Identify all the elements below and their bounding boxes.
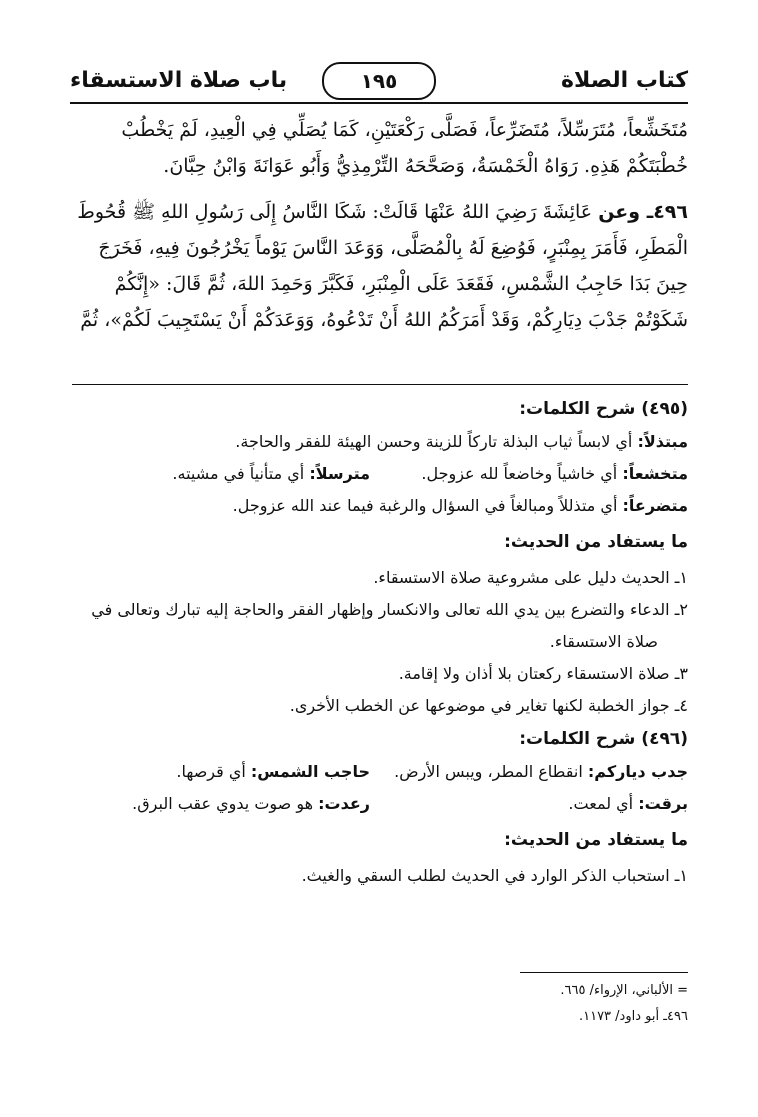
glossary-row	[70, 458, 688, 490]
glossary-entry	[388, 788, 688, 820]
glossary-definition: انقطاع المطر، ويبس الأرض.	[394, 762, 583, 781]
benefits-title-495: ما يستفاد من الحديث:	[504, 532, 688, 552]
footnote: = الألباني، الإرواء/ ٦٦٥.	[560, 983, 688, 998]
matn-line: خُطْبَتَكُمْ هَذِهِ. رَوَاهُ الْخَمْسَةُ، وَصَحَّحَهُ التِّرْمِذِيُّ وَأَبُو عَوَانَةَ وَابْنُ حِبَّانَ.	[163, 155, 688, 177]
matn-line: شَكَوْتُمْ جَدْبَ دِيَارِكُمْ، وَقَدْ أَمَرَكُمُ اللهُ أَنْ تَدْعُوهُ، وَوَعَدَكُمْ أَنْ يَسْتَجِيبَ لَكُمْ»، ثُمَّ	[80, 309, 688, 331]
hadith-paragraph	[70, 194, 688, 230]
glossary-definition: أي قرصها.	[176, 762, 246, 781]
matn-line: حِينَ بَدَا حَاجِبُ الشَّمْسِ، فَقَعَدَ عَلَى الْمِنْبَرِ، فَكَبَّرَ وَحَمِدَ اللهَ، ثُمَّ قَالَ: «إِنَّكُمْ	[114, 273, 688, 295]
glossary-definition: أي خاشياً وخاضعاً لله عزوجل.	[421, 464, 618, 483]
benefit-item: ٤ـ جواز الخطبة لكنها تغاير في موضوعها عن الخطب الأخرى.	[289, 696, 688, 715]
matn-line: مُتَخَشِّعاً، مُتَرَسِّلاً، مُتَضَرِّعاً، فَصَلَّى رَكْعَتَيْنِ، كَمَا يُصَلِّي فِي الْعِيدِ، لَمْ يَخْطُبْ	[121, 119, 688, 141]
benefit-item: ٢ـ الدعاء والتضرع بين يدي الله تعالى والانكسار وإظهار الفقر والحاجة إليه تبارك وتعالى في	[91, 600, 688, 619]
glossary-definition: أي متذللاً ومبالغاً في السؤال والرغبة فيما عند الله عزوجل.	[232, 496, 618, 515]
glossary-entry	[70, 490, 688, 522]
footnotes	[70, 978, 688, 1030]
glossary-term: رعدت:	[318, 794, 370, 813]
hadith-text	[70, 112, 688, 338]
section-divider	[72, 384, 688, 385]
glossary-definition: أي متأنياً في مشيته.	[172, 464, 305, 483]
glossary-term: جدب دياركم:	[587, 762, 688, 781]
header-rule	[70, 102, 688, 104]
matn-line: الْمَطَرِ، فَأَمَرَ بِمِنْبَرٍ، فَوُضِعَ لَهُ بِالْمُصَلَّى، وَوَعَدَ النَّاسَ يَوْماً يَخْرُجُونَ فِيهِ، فَخَرَجَ	[98, 237, 688, 259]
benefit-item-continued: صلاة الاستسقاء.	[549, 632, 658, 651]
glossary-entry	[70, 788, 370, 820]
benefit-item: ٣ـ صلاة الاستسقاء ركعتان بلا أذان ولا إقامة.	[398, 664, 688, 683]
page-number: ١٩٥	[322, 62, 436, 100]
glossary-row	[70, 788, 688, 820]
hadith-number: ٤٩٦ـ وعن	[598, 201, 688, 223]
chapter-title: باب صلاة الاستسقاء	[70, 68, 288, 93]
glossary-entry	[70, 458, 370, 490]
glossary-term: مبتذلاً:	[637, 432, 688, 451]
glossary-term: متخشعاً:	[622, 464, 688, 483]
footnote-rule	[520, 972, 688, 973]
glossary-definition: هو صوت يدوي عقب البرق.	[132, 794, 314, 813]
glossary-term: حاجب الشمس:	[250, 762, 370, 781]
glossary-term: متضرعاً:	[622, 496, 688, 515]
glossary-title-495: (٤٩٥) شرح الكلمات:	[519, 399, 688, 419]
glossary-definition: أي لابساً ثياب البذلة تاركاً للزينة وحسن الهيئة للفقر والحاجة.	[235, 432, 633, 451]
glossary-row	[70, 756, 688, 788]
glossary-entry	[388, 458, 688, 490]
commentary	[70, 392, 688, 892]
benefit-item: ١ـ استحباب الذكر الوارد في الحديث لطلب السقي والغيث.	[301, 866, 688, 885]
glossary-definition: أي لمعت.	[568, 794, 634, 813]
matn-line: عَائِشَةَ رَضِيَ اللهُ عَنْهَا قَالَتْ: شَكَا النَّاسُ إِلَى رَسُولِ اللهِ ﷺ قُحُوطَ	[77, 201, 593, 223]
footnote: ٤٩٦ـ أبو داود/ ١١٧٣.	[578, 1009, 688, 1024]
glossary-term: برقت:	[638, 794, 688, 813]
glossary-entry	[70, 756, 370, 788]
glossary-title-496: (٤٩٦) شرح الكلمات:	[519, 729, 688, 749]
page-header	[70, 62, 688, 106]
book-title: كتاب الصلاة	[561, 68, 688, 93]
glossary-entry	[70, 426, 688, 458]
benefit-item: ١ـ الحديث دليل على مشروعية صلاة الاستسقاء.	[373, 568, 688, 587]
glossary-term: مترسلاً:	[309, 464, 370, 483]
benefits-title-496: ما يستفاد من الحديث:	[504, 830, 688, 850]
glossary-entry	[388, 756, 688, 788]
